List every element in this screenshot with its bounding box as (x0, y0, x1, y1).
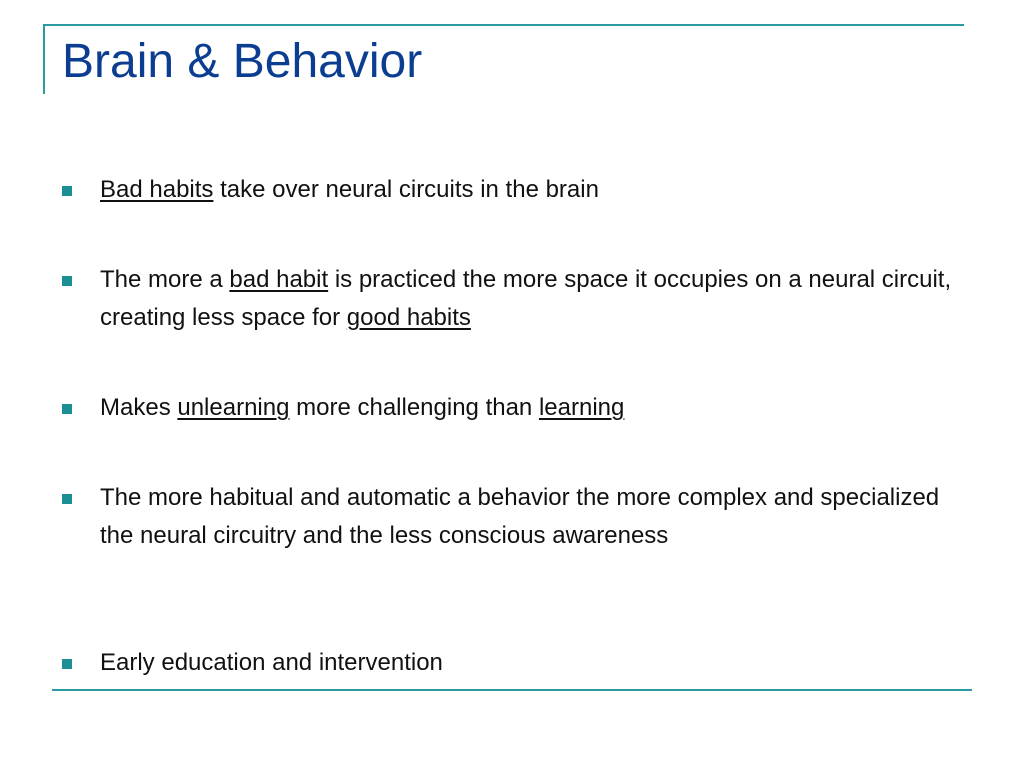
bullet-2-part-1: The more a (100, 266, 230, 293)
square-bullet-icon (62, 404, 72, 414)
bullet-3-part-2: unlearning (177, 394, 290, 421)
bullet-2-part-4: good habits (346, 304, 471, 331)
square-bullet-icon (62, 494, 72, 504)
square-bullet-icon (62, 659, 72, 669)
bullet-2-part-3: is practiced the more space it occupies on a neural circuit, creating less space for (100, 266, 952, 331)
bullet-text (100, 479, 960, 555)
slide-title: Brain & Behavior (62, 35, 423, 88)
bullet-5-part-1: Early education and intervention (100, 649, 443, 676)
bullet-1-part-1: Bad habits (100, 176, 214, 203)
square-bullet-icon (62, 186, 72, 196)
title-left-rule (43, 24, 45, 94)
square-bullet-icon (62, 276, 72, 286)
bullet-3-part-4: learning (538, 394, 625, 421)
bullet-4-part-1: The more habitual and automatic a behavior the more complex and specialized the neural circuitry and the less conscious awareness (100, 484, 940, 549)
bullet-2-part-2: bad habit (229, 266, 329, 293)
bullet-3-part-3: more challenging than (289, 394, 539, 421)
bullet-3-part-1: Makes (100, 394, 178, 421)
bullet-text (100, 644, 960, 682)
bullet-text (100, 171, 960, 209)
bullet-text (100, 389, 960, 427)
title-top-rule (43, 24, 964, 26)
bullet-text (100, 261, 960, 337)
bullet-1-part-2: take over neural circuits in the brain (213, 176, 599, 203)
bottom-rule (52, 689, 972, 691)
